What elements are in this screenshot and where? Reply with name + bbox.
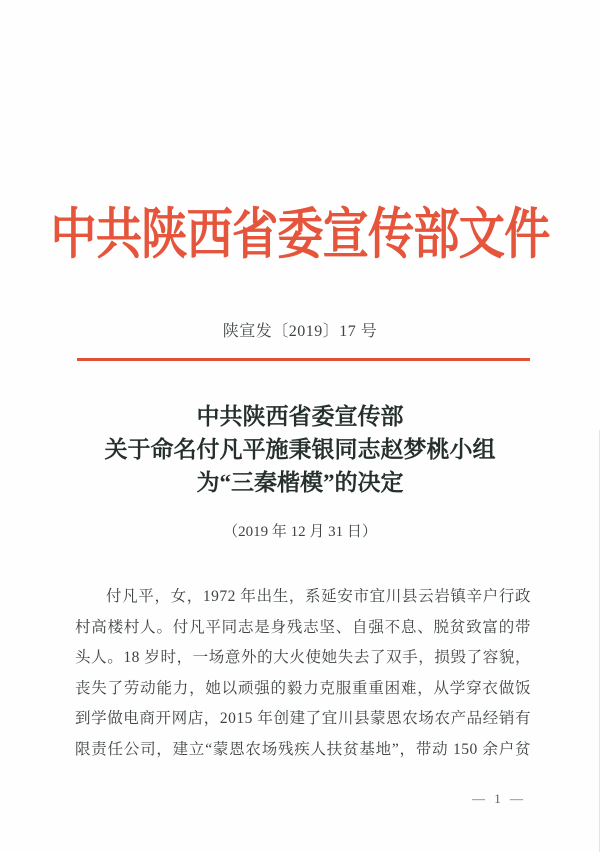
document-title-line-1: 中共陕西省委宣传部 [196, 404, 404, 429]
body-text-line-4: 丧失了劳动能力，她以顽强的毅力克服重重困难，从学穿衣做饭 [75, 679, 531, 697]
document-title [0, 400, 600, 499]
body-text-line-3: 头人。18 岁时，一场意外的大火使她失去了双手，损毁了容貌， [75, 649, 531, 666]
document-body-paragraph [75, 582, 531, 765]
body-text-line-5: 到学做电商开网店，2015 年创建了宜川县蒙恩农场农产品经销有 [75, 710, 531, 727]
body-text-line-1: 付凡平，女，1972 年出生，系延安市宜川县云岩镇辛户行政 [106, 588, 531, 605]
red-divider-line [77, 358, 530, 361]
body-text-line-2: 村高楼村人。付凡平同志是身残志坚、自强不息、脱贫致富的带 [75, 618, 531, 636]
document-reference-number: 陕宣发〔2019〕17 号 [222, 323, 378, 340]
issuing-authority-header: 中共陕西省委宣传部文件 [50, 204, 550, 265]
document-title-line-2: 关于命名付凡平施秉银同志赵梦桃小组 [104, 437, 496, 462]
body-text-line-6: 限责任公司，建立“蒙恩农场残疾人扶贫基地”，带动 150 余户贫 [75, 740, 531, 758]
page-number: — 1 — [472, 791, 526, 806]
document-title-line-3: 为“三秦楷模”的决定 [196, 470, 404, 495]
document-date: （2019 年 12 月 31 日） [223, 524, 377, 540]
